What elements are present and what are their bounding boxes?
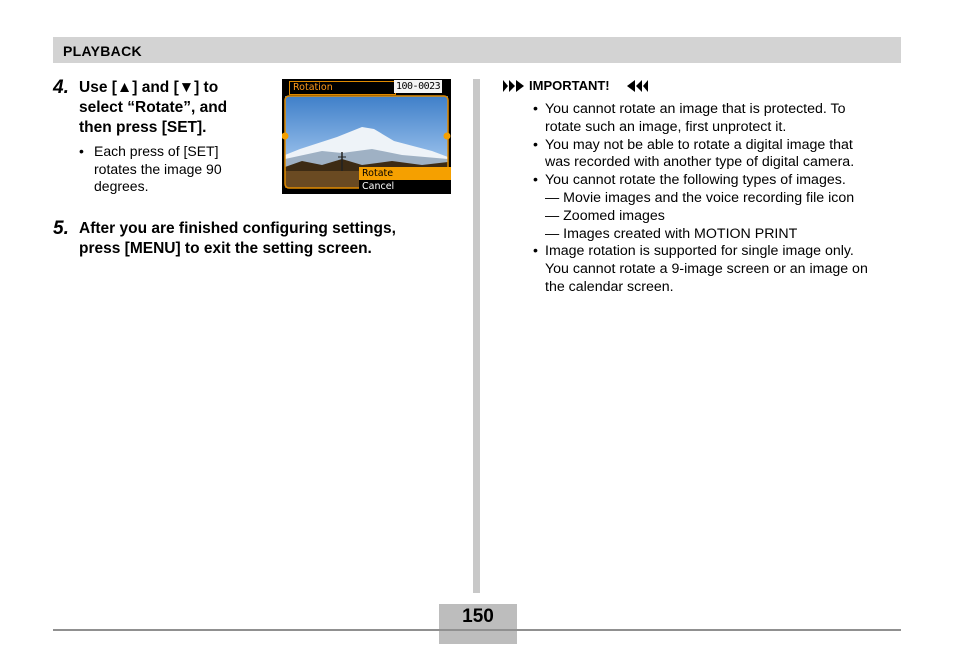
sub-item — [545, 190, 895, 208]
file-number: 100-0023 — [396, 81, 441, 92]
list-line: You may not be able to rotate a digital image that — [545, 136, 853, 153]
sub-dash: — — [545, 189, 560, 206]
step-4-instruction — [79, 78, 227, 138]
sub-text: Movie images and the voice recording file icon — [563, 189, 855, 206]
step-5-line-1: After you are finished configuring settings, — [79, 220, 396, 237]
step-4-number: 4. — [53, 77, 69, 98]
list-item — [533, 243, 895, 296]
rotation-menu — [359, 167, 451, 194]
sub-text: Images created with MOTION PRINT — [563, 225, 798, 242]
menu-item-rotate: Rotate — [359, 167, 451, 180]
note-line-3: degrees. — [94, 178, 149, 194]
sub-item — [545, 208, 895, 226]
list-bullet: • — [533, 101, 538, 117]
step-5-instruction — [79, 219, 396, 259]
note-line-2: rotates the image 90 — [94, 160, 222, 177]
sub-dash: — — [545, 225, 560, 242]
step-5-number: 5. — [53, 218, 69, 239]
important-left-marker-icon — [503, 80, 525, 92]
list-item — [533, 101, 895, 137]
sub-item — [545, 226, 895, 244]
list-line: rotate such an image, first unprotect it. — [545, 118, 787, 135]
step-4-line-3: then press [SET]. — [79, 119, 207, 136]
list-bullet: • — [533, 136, 538, 153]
list-item — [533, 172, 895, 243]
note-bullet: • — [79, 143, 84, 159]
note-line-1: Each press of [SET] — [94, 143, 219, 159]
step-4-note — [79, 143, 222, 196]
list-item — [533, 136, 895, 173]
list-line: Image rotation is supported for single image only. — [545, 243, 854, 260]
list-bullet: • — [533, 172, 538, 189]
list-line: the calendar screen. — [545, 278, 674, 295]
page-number-tab — [439, 631, 517, 644]
step-5-line-2: press [MENU] to exit the setting screen. — [79, 240, 372, 257]
right-arrow-icon — [444, 133, 451, 140]
list-bullet: • — [533, 243, 538, 260]
sub-dash: — — [545, 207, 560, 224]
important-right-marker-icon — [627, 80, 649, 92]
menu-item-cancel: Cancel — [362, 181, 395, 192]
camera-rotation-screen — [282, 79, 451, 194]
important-list — [533, 101, 895, 297]
list-line: You cannot rotate a 9-image screen or an image on — [545, 261, 868, 278]
section-title: PLAYBACK — [63, 43, 142, 59]
step-4-line-2: select “Rotate”, and — [79, 99, 228, 116]
page-number: 150 — [439, 604, 517, 630]
list-line: was recorded with another type of digital camera. — [545, 154, 855, 171]
list-line: You cannot rotate an image that is protected. To — [545, 101, 846, 117]
column-divider — [473, 79, 480, 593]
step-4-line-1: Use [▲] and [▼] to — [79, 79, 219, 96]
important-title: IMPORTANT! — [529, 78, 610, 93]
sub-text: Zoomed images — [563, 207, 665, 224]
list-line: You cannot rotate the following types of images. — [545, 172, 846, 189]
section-header-bar — [53, 37, 901, 63]
screen-title: Rotation — [289, 81, 396, 95]
